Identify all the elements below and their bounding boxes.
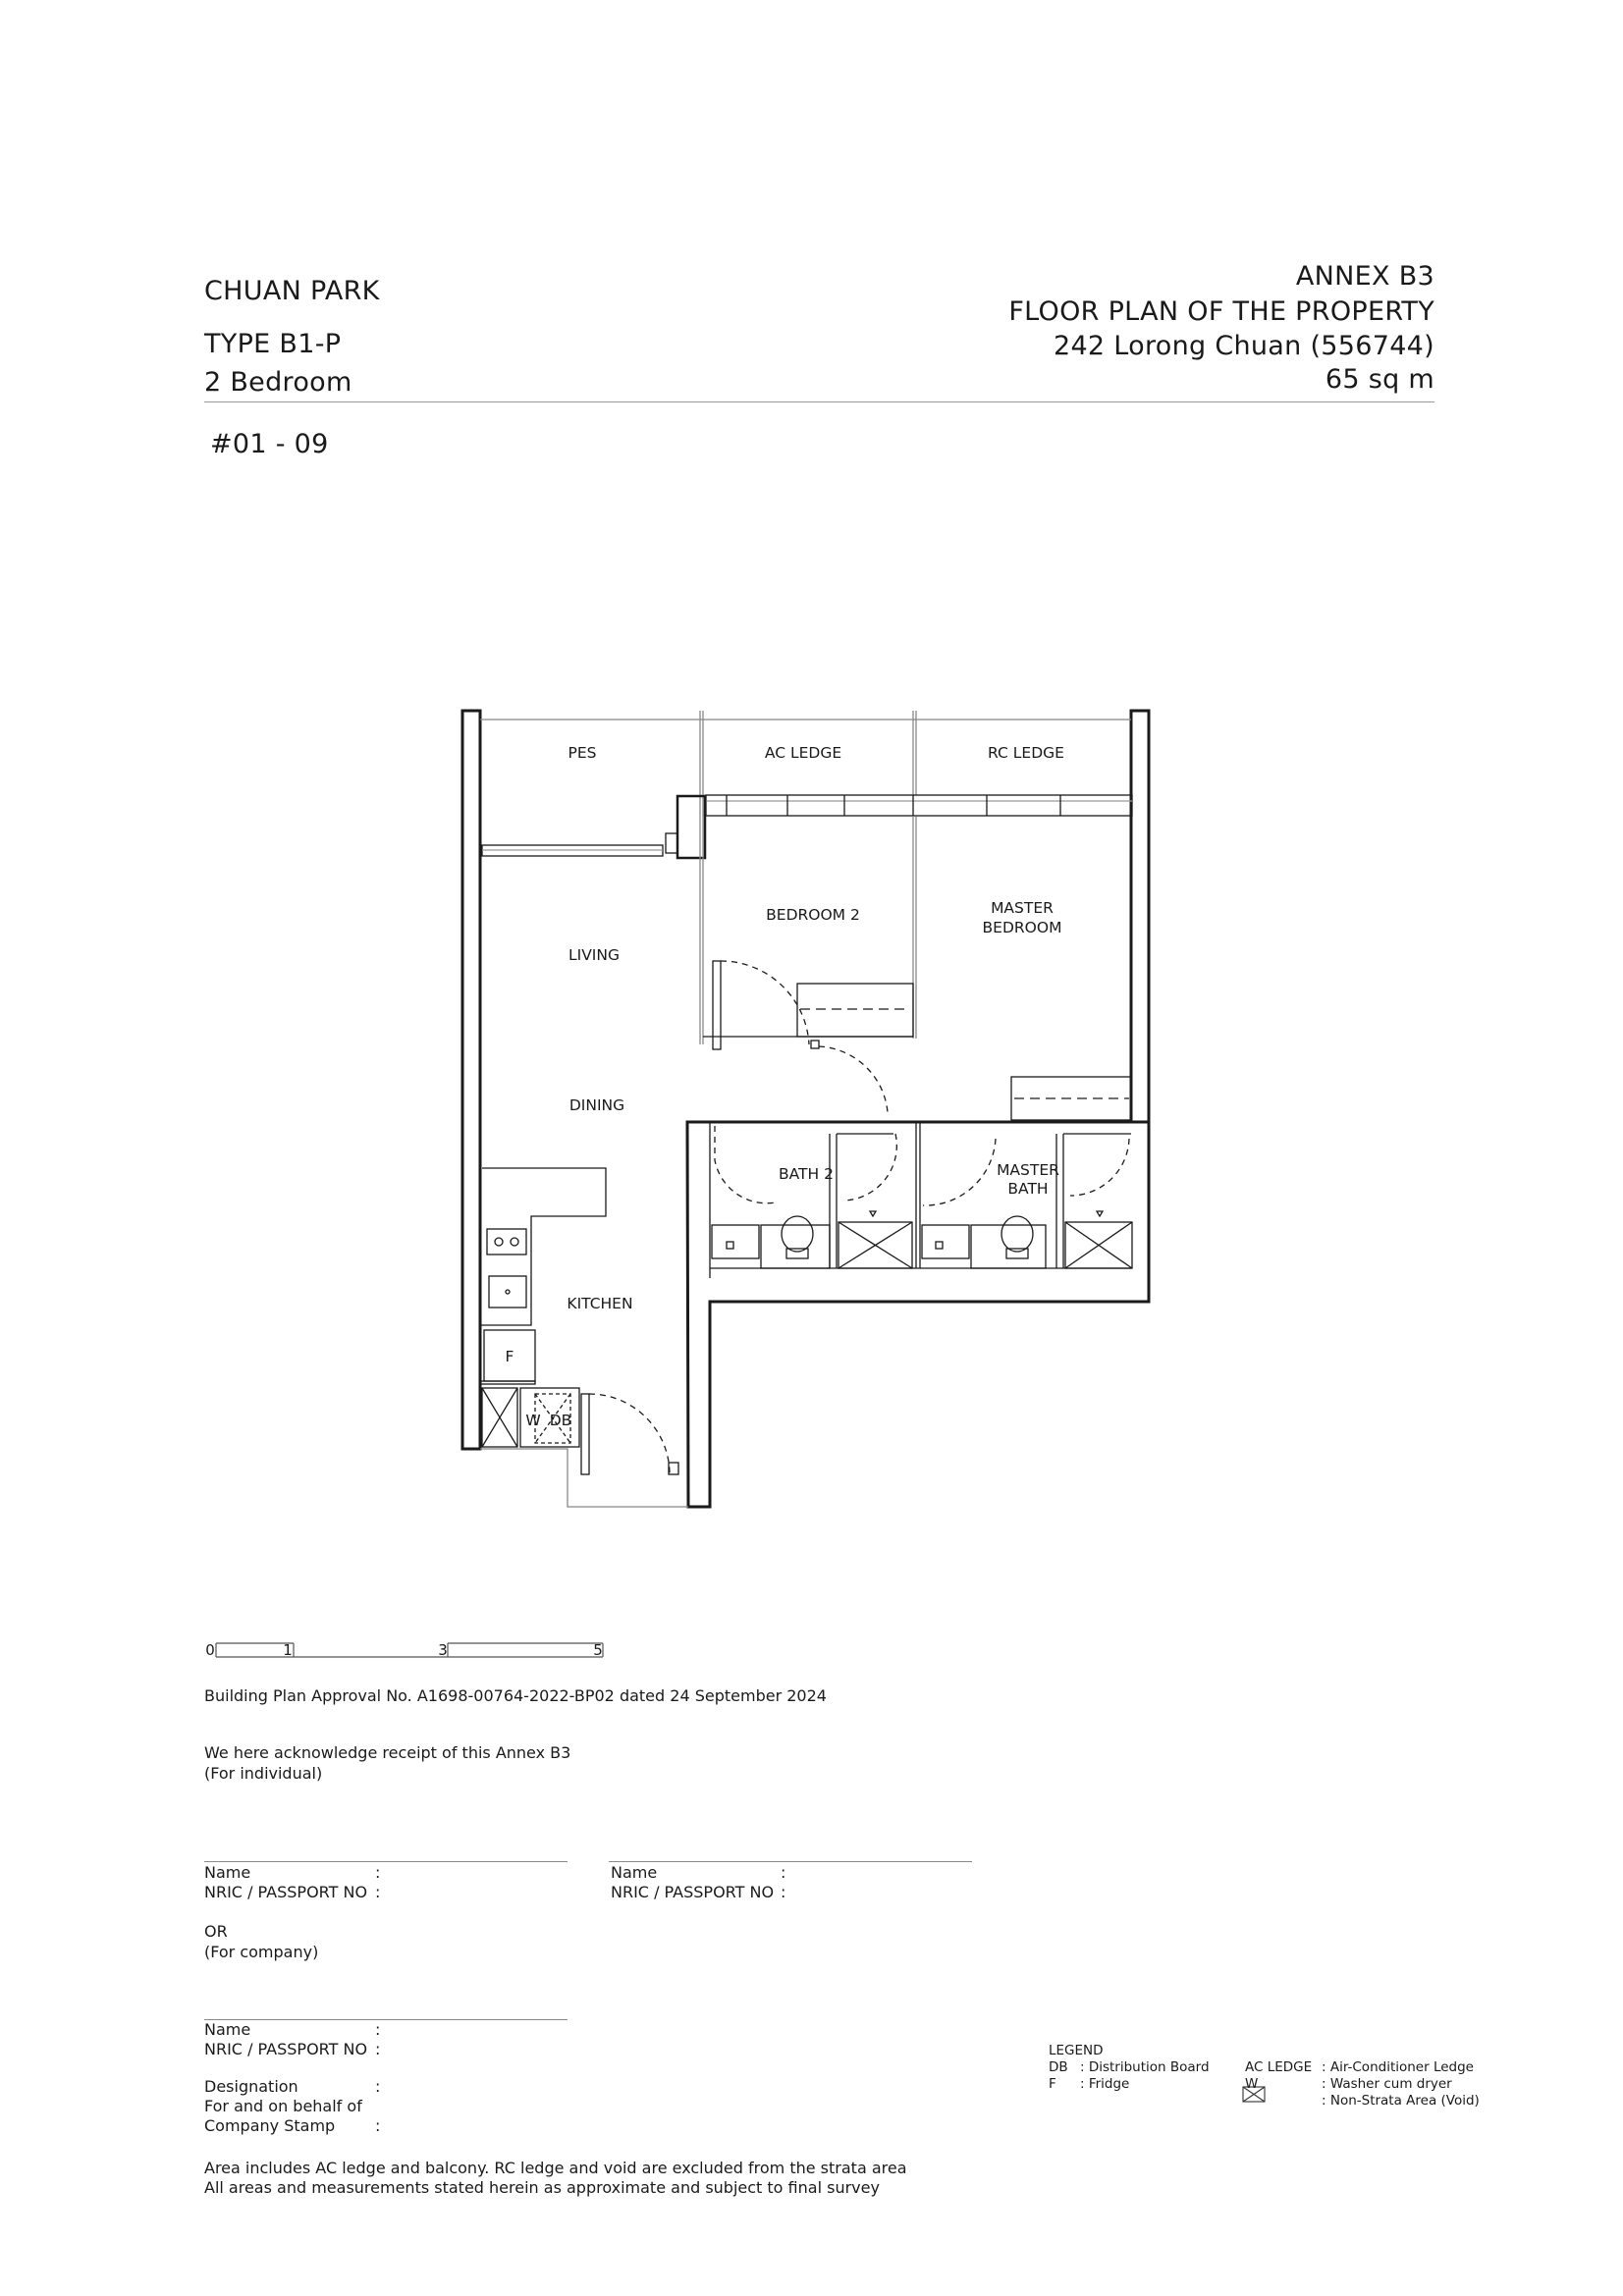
colon-3c: : <box>375 2077 381 2096</box>
legend-title: LEGEND <box>1049 2043 1104 2058</box>
name-label-2: Name <box>611 1863 658 1882</box>
approval-text: Building Plan Approval No. A1698-00764-2022-BP02 dated 24 September 2024 <box>204 1686 827 1705</box>
name-label-1: Name <box>204 1863 251 1882</box>
legend-ac-key: AC LEDGE <box>1245 2059 1313 2075</box>
colon-3a: : <box>375 2020 381 2039</box>
scale-bar <box>216 1643 603 1657</box>
colon-1a: : <box>375 1863 381 1882</box>
or-label: OR <box>204 1922 228 1941</box>
legend-f-value: : Fridge <box>1080 2076 1130 2092</box>
legend-ac-value: : Air-Conditioner Ledge <box>1322 2059 1474 2075</box>
room-label-pes: PES <box>568 744 597 762</box>
project-name: CHUAN PARK <box>204 276 380 306</box>
colon-2a: : <box>781 1863 786 1882</box>
nric-label-1: NRIC / PASSPORT NO <box>204 1883 368 1901</box>
legend-void-value: : Non-Strata Area (Void) <box>1322 2093 1480 2109</box>
db-label: DB <box>549 1412 572 1429</box>
on-behalf-label: For and on behalf of <box>204 2097 362 2115</box>
scale-tick-3: 3 <box>438 1641 448 1659</box>
room-label-rc-ledge: RC LEDGE <box>988 744 1064 762</box>
legend-w-value: : Washer cum dryer <box>1322 2076 1452 2092</box>
legend-db-value: : Distribution Board <box>1080 2059 1210 2075</box>
room-label-bath-2: BATH 2 <box>779 1165 834 1183</box>
room-label-master-bath-2: BATH <box>1007 1180 1049 1198</box>
unit-number: #01 - 09 <box>210 429 329 459</box>
colon-2b: : <box>781 1883 786 1901</box>
name-label-3: Name <box>204 2020 251 2039</box>
note-line-2: All areas and measurements stated herein as approximate and subject to final survey <box>204 2178 880 2197</box>
room-label-master-bedroom-2: BEDROOM <box>982 919 1062 936</box>
designation-label: Designation <box>204 2077 298 2096</box>
company-stamp-label: Company Stamp <box>204 2116 336 2135</box>
legend-w-key: W <box>1245 2076 1259 2092</box>
room-label-bedroom-2: BEDROOM 2 <box>766 906 860 924</box>
nric-label-3: NRIC / PASSPORT NO <box>204 2040 368 2058</box>
colon-1b: : <box>375 1883 381 1901</box>
signature-line-3[interactable] <box>204 2019 568 2020</box>
annex-label: ANNEX B3 <box>1295 261 1434 292</box>
unit-type: TYPE B1-P <box>204 329 342 359</box>
washer-label: W <box>525 1412 541 1429</box>
nric-label-2: NRIC / PASSPORT NO <box>611 1883 775 1901</box>
room-label-dining: DINING <box>568 1096 625 1114</box>
legend-db-key: DB <box>1049 2059 1068 2075</box>
west-wall <box>462 711 480 1449</box>
signature-line-2[interactable] <box>609 1861 972 1862</box>
legend-f-key: F <box>1049 2076 1056 2092</box>
room-label-kitchen: KITCHEN <box>567 1295 633 1312</box>
scale-tick-1: 1 <box>283 1641 293 1659</box>
acknowledge-text: We here acknowledge receipt of this Annex B3 <box>204 1743 571 1762</box>
for-individual-text: (For individual) <box>204 1764 323 1783</box>
for-company-label: (For company) <box>204 1943 319 1961</box>
room-label-living: LIVING <box>568 946 620 964</box>
property-address: 242 Lorong Chuan (556744) <box>1053 331 1434 361</box>
fridge-label: F <box>505 1348 514 1365</box>
colon-3b: : <box>375 2040 381 2058</box>
document-title: FLOOR PLAN OF THE PROPERTY <box>1008 296 1434 327</box>
bedroom-count: 2 Bedroom <box>204 367 352 398</box>
scale-tick-5: 5 <box>593 1641 603 1659</box>
scale-tick-0: 0 <box>205 1641 215 1659</box>
south-wall <box>687 1122 1149 1507</box>
room-label-master-bath-1: MASTER <box>997 1161 1059 1179</box>
column <box>677 796 705 858</box>
note-line-1: Area includes AC ledge and balcony. RC ledge and void are excluded from the strata area <box>204 2159 907 2177</box>
unit-area: 65 sq m <box>1325 364 1434 395</box>
colon-3d: : <box>375 2116 381 2135</box>
signature-line-1[interactable] <box>204 1861 568 1862</box>
room-label-ac-ledge: AC LEDGE <box>764 744 842 762</box>
room-label-master-bedroom-1: MASTER <box>991 899 1054 917</box>
